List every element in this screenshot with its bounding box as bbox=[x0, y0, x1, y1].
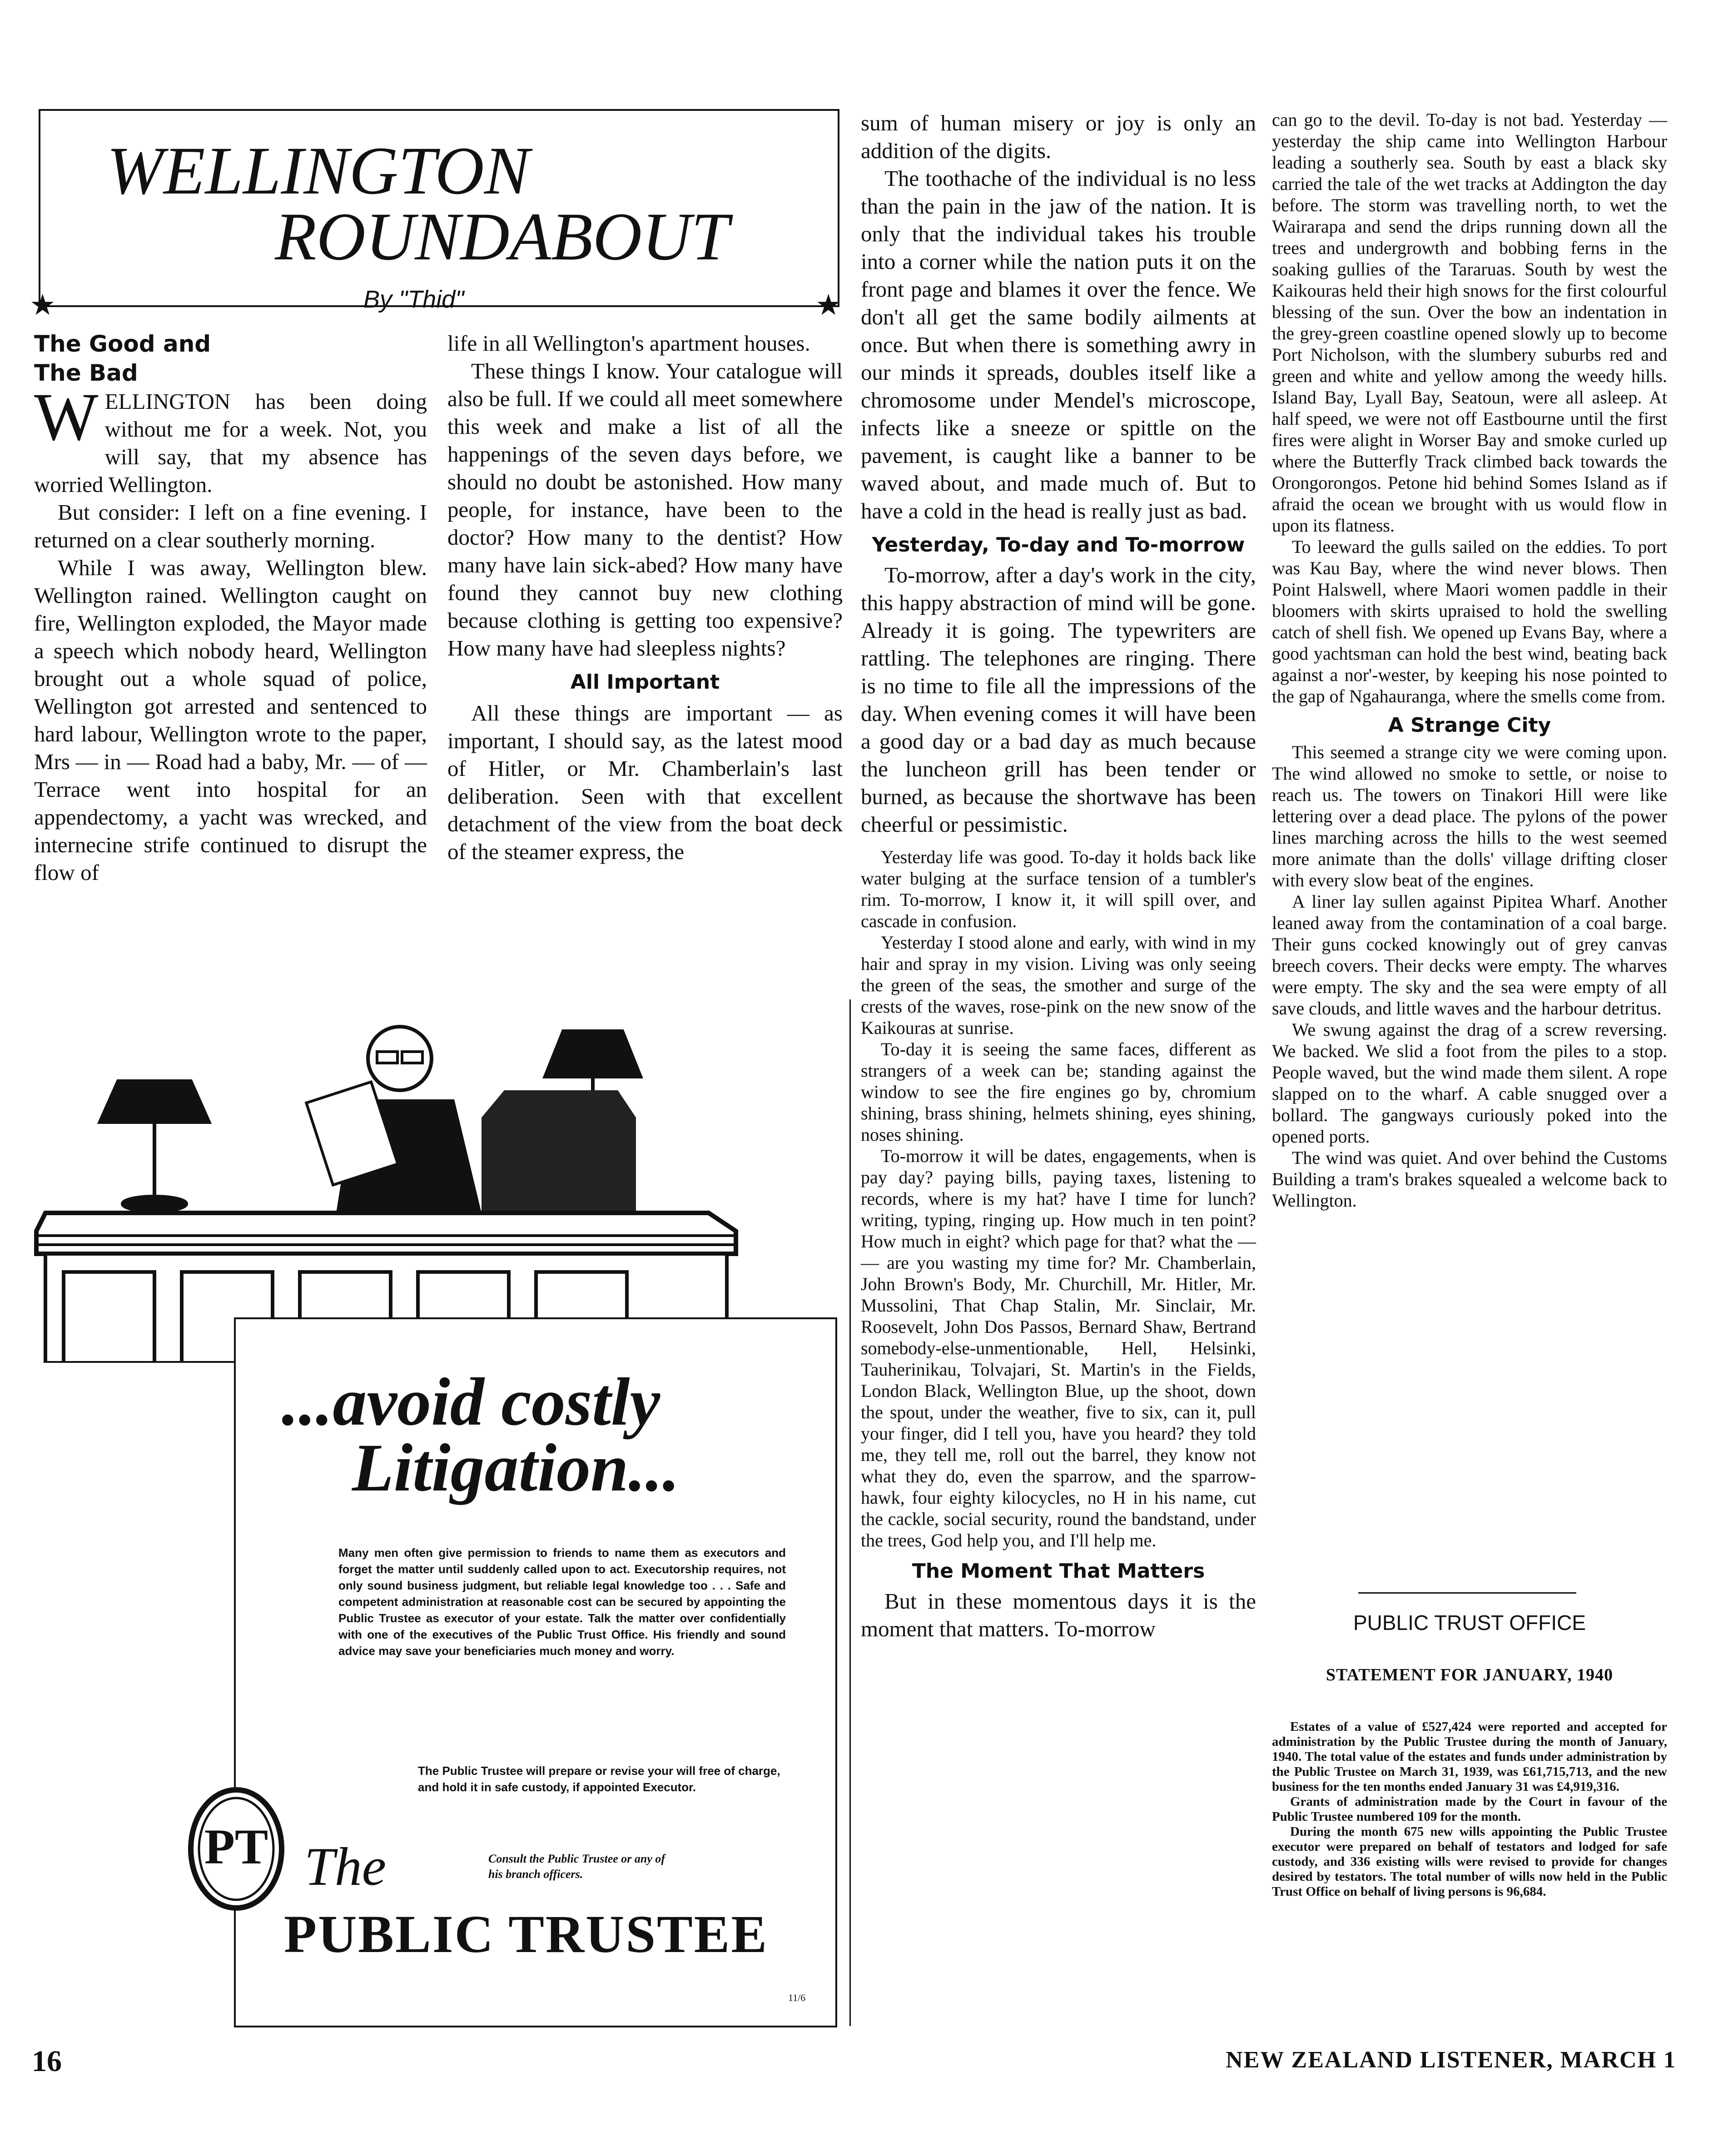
publication-footer: NEW ZEALAND LISTENER, MARCH 1 bbox=[1226, 2047, 1676, 2073]
section-heading: The Moment That Matters bbox=[912, 1560, 1205, 1583]
paragraph: life in all Wellington's apartment houses. bbox=[447, 331, 810, 356]
paragraph: While I was away, Wellington blew. Wellington rained. Wellington caught on fire, Wellington exploded, the Mayor made a speech which nobody heard, Wellington brought out a whole squad of police, Wellington got arrested and sentenced to hard labour, Wellington wrote to the paper, Mrs — in — Road had a baby, Mr. — of — Terrace went into hospital for an appendectomy, a yacht was wrecked, and internecine strife continued to disrupt the flow of bbox=[34, 555, 427, 885]
advert-code: 11/6 bbox=[788, 1992, 806, 2003]
paragraph: All these things are important — as important, I should say, as the latest mood of Hitler, or Mr. Chamberlain's last deliberation. Seen with that excellent detachment of the view from the boat deck of the steamer express, the bbox=[447, 700, 843, 864]
paragraph: ELLINGTON has been doing without me for a week. Not, you will say, that my absence has worried Wellington. bbox=[34, 389, 427, 497]
paragraph: To-day it is seeing the same faces, different as strangers of a week can be; standing against the window to see the fire engines go by, chromium shining, brass shining, helmets shining, eyes shining, noses shining. bbox=[861, 1039, 1256, 1145]
column-1 bbox=[34, 329, 427, 886]
logo-letters: PT bbox=[204, 1819, 268, 1874]
section-subtitle: STATEMENT FOR JANUARY, 1940 bbox=[1326, 1665, 1614, 1684]
drop-cap: W bbox=[34, 379, 99, 455]
paragraph: We swung against the drag of a screw reversing. We backed. We slid a foot from the piles to a stop. People waved, but the wind made them silent. A rope slapped on to the wharf. A cable snugged over a bollard. The gangways curiously poked into the opened ports. bbox=[1272, 1019, 1667, 1147]
advert-headline: Litigation... bbox=[352, 1430, 680, 1505]
section-heading: The Good and The Bad bbox=[34, 331, 211, 386]
paragraph: During the month 675 new wills appointing the Public Trustee executor were prepared on behalf of testators and lodged for safe custody, and 336 existing wills were revised to provide for changes desired by testators. The total number of wills now held in the Public Trust Office on behalf of living persons is 96,684. bbox=[1272, 1824, 1667, 1899]
advert-body: The Public Trustee will prepare or revise your will free of charge, and hold it in safe custody, if appointed Executor. bbox=[418, 1764, 780, 1794]
paragraph: Yesterday life was good. To-day it holds back like water bulging at the surface tension of a tumbler's rim. To-morrow, I know it, it will spill over, and cascade in confusion. bbox=[861, 847, 1256, 931]
section-heading: All Important bbox=[570, 671, 720, 694]
paragraph: Yesterday I stood alone and early, with wind in my hair and spray in my vision. Living was only seeing the green of the seas, the smother and surge of the crests of the waves, rose-pink on the new snow of the Kaikouras at sunrise. bbox=[861, 932, 1256, 1038]
star-icon: ★ bbox=[815, 289, 842, 321]
lamp-icon bbox=[100, 1081, 209, 1211]
paragraph: sum of human misery or joy is only an addition of the digits. bbox=[861, 110, 1256, 163]
paragraph: To leeward the gulls sailed on the eddies. To port was Kau Bay, where the wind never blows. Then Point Halswell, where Maori women paddle in their bloomers with skirts upraised to hold the swelling catch of shell fish. We opened up Evans Bay, where a good yachtsman can hold the best wind, beating back against a nor'-wester, by keeping his nose pointed to the gap of Ngahauranga, where the smells come from. bbox=[1272, 537, 1667, 706]
page-title-line1: WELLINGTON bbox=[107, 133, 530, 209]
divider bbox=[1358, 1592, 1576, 1594]
star-icon: ★ bbox=[30, 289, 56, 321]
paragraph: To-morrow it will be dates, engagements, when is pay day? paying bills, paying taxes, listening to records, where is my hat? have I time for lunch? writing, typing, ringing up. How much in ten point? How much in eight? which page for that? what the — — are you wasting my time for? Mr. Chamberlain, John Brown's Body, Mr. Churchill, Mr. Hitler, Mr. Mussolini, That Chap Stalin, Mr. Sinclair, Mr. Roosevelt, John Dos Passos, Bernard Shaw, Bertrand somebody-else-unmentionable, Hell, Helsinki, Tauherinikau, Tolvajari, St. Martin's in the Fields, London Black, Wellington Blue, up the shoot, down the spout, under the weather, five to six, can it, pull your finger, did I tell you, have you heard? they told me, they tell me, roll out the barrel, they know not what they do, even the sparrow, and the sparrow-hawk, four eighty kilocycles, no H in his name, cut the cackle, social security, round the bandstand, under the trees, God help you, and I'll help me. bbox=[861, 1146, 1256, 1550]
section-heading: Yesterday, To-day and To-morrow bbox=[872, 533, 1245, 556]
column-3 bbox=[861, 109, 1256, 1643]
man-reading-icon bbox=[306, 1027, 482, 1213]
paragraph: This seemed a strange city we were coming upon. The wind allowed no smoke to settle, or noise to reach us. The towers on Tinakori Hill were like lettering over a dead place. The pylons of the power lines marching across the hills to the west seemed more animate than the dolls' village drifting closer with every slow beat of the engines. bbox=[1272, 742, 1667, 890]
column-4 bbox=[1272, 109, 1667, 1211]
statement-text bbox=[1272, 1719, 1667, 1899]
paragraph: Estates of a value of £527,424 were reported and accepted for administration by the Public Trustee during the month of January, 1940. The total value of the estates and funds under administration by the Public Trustee on March 31, 1939, was £61,715,713, and the new business for the ten months ended January 31 was £4,919,316. bbox=[1272, 1719, 1667, 1794]
advert-brand: PUBLIC TRUSTEE bbox=[284, 1904, 769, 1964]
page-title-line2: ROUNDABOUT bbox=[275, 199, 729, 274]
page-number: 16 bbox=[32, 2045, 62, 2078]
paragraph: But in these momentous days it is the moment that matters. To-morrow bbox=[861, 1589, 1256, 1641]
chair-icon bbox=[482, 1090, 636, 1213]
section-heading: A Strange City bbox=[1388, 714, 1551, 737]
paragraph: The wind was quiet. And over behind the Customs Building a tram's brakes squealed a welcome back to Wellington. bbox=[1272, 1148, 1667, 1211]
section-title: PUBLIC TRUST OFFICE bbox=[1353, 1611, 1586, 1634]
advert-consult: Consult the Public Trustee or any of his branch officers. bbox=[488, 1852, 665, 1881]
paragraph: A liner lay sullen against Pipitea Wharf. Another leaned away from the contamination of a coal barge. Their guns cocked knowingly out of grey canvas breech covers. Their decks were empty. The wharves were empty. The sky and the sea were empty of all save clouds, and little waves and the harbour detritus. bbox=[1272, 891, 1667, 1018]
advert-body: Many men often give permission to friends to name them as executors and forget the matter until suddenly called upon to act. Executorship requires, not only sound business judgment, but reliable legal knowledge too . . . Safe and competent administration at reasonable cost can be secured by appointing the Public Trustee as executor of your estate. Talk the matter over confidentially with one of the executives of the Public Trust Office. His friendly and sound advice may save your beneficiaries much money and worry. bbox=[338, 1546, 786, 1658]
advert-headline: ...avoid costly bbox=[282, 1364, 660, 1440]
byline: By "Thid" bbox=[363, 286, 464, 313]
advert-the: The bbox=[304, 1836, 386, 1897]
column-2 bbox=[447, 329, 843, 865]
paragraph: To-morrow, after a day's work in the city, this happy abstraction of mind will be gone. Already it is going. The typewriters are rattling. The telephones are ringing. There is no time to file all the impressions of the day. When evening comes it will have been a good day or a bad day as much because the luncheon grill has been tender or burned, as because the shortwave has been cheerful or pessimistic. bbox=[861, 562, 1256, 837]
paragraph: Grants of administration made by the Court in favour of the Public Trustee numbered 109 for the month. bbox=[1272, 1794, 1667, 1824]
public-trust-logo-icon bbox=[186, 1785, 286, 1913]
column-divider bbox=[849, 999, 851, 2026]
paragraph: The toothache of the individual is no less than the pain in the jaw of the nation. It is only that the individual takes his trouble into a corner while the nation puts it on the front page and blames it over the fence. We don't all get the same bodily ailments at once. But when there is something awry in our minds it spreads, doubles itself like a chromosome under Mendel's microscope, infects like a sneeze or spittle on the pavement, is caught like a banner to be waved about, and made much of. But to have a cold in the head is really just as bad. bbox=[861, 166, 1256, 523]
paragraph: can go to the devil. To-day is not bad. Yesterday — yesterday the ship came into Wellington Harbour leading a southerly sea. South by east a black sky carried the tale of the wet tracks at Addington the day before. The storm was travelling north, to wet the Wairarapa and send the drips running down all the trees and undergrowth and bobbing ferns in the soaking gullies of the Tararuas. South by west the Kaikouras held their high snows for the first colourful blessing of the sun. Over the bow an indentation in the grey-green coastline opened slowly up to become Port Nicholson, with the slumbery suburbs red and green and white and yellow among the weedy hills. Island Bay, Lyall Bay, Seatoun, were all asleep. At half speed, we were not off Eastbourne until the first fires were alight in Worser Bay and smoke curled up where the Butterfly Track climbed back towards the Orongorongos. Petone hid behind Somes Island as if afraid the ocean we brought with us would flow in upon its flatness. bbox=[1272, 109, 1667, 536]
paragraph: But consider: I left on a fine evening. I returned on a clear southerly morning. bbox=[34, 500, 427, 552]
advert-illustration bbox=[27, 999, 840, 1363]
paragraph: These things I know. Your catalogue will also be full. If we could all meet somewhere this week and make a list of all the happenings of the seven days before, we should no doubt be astonished. How many people, for instance, have been to the doctor? How many to the dentist? How many have lain sick-abed? How many have found they cannot buy new clothing because clothing is getting too expensive? How many have had sleepless nights? bbox=[447, 358, 843, 661]
